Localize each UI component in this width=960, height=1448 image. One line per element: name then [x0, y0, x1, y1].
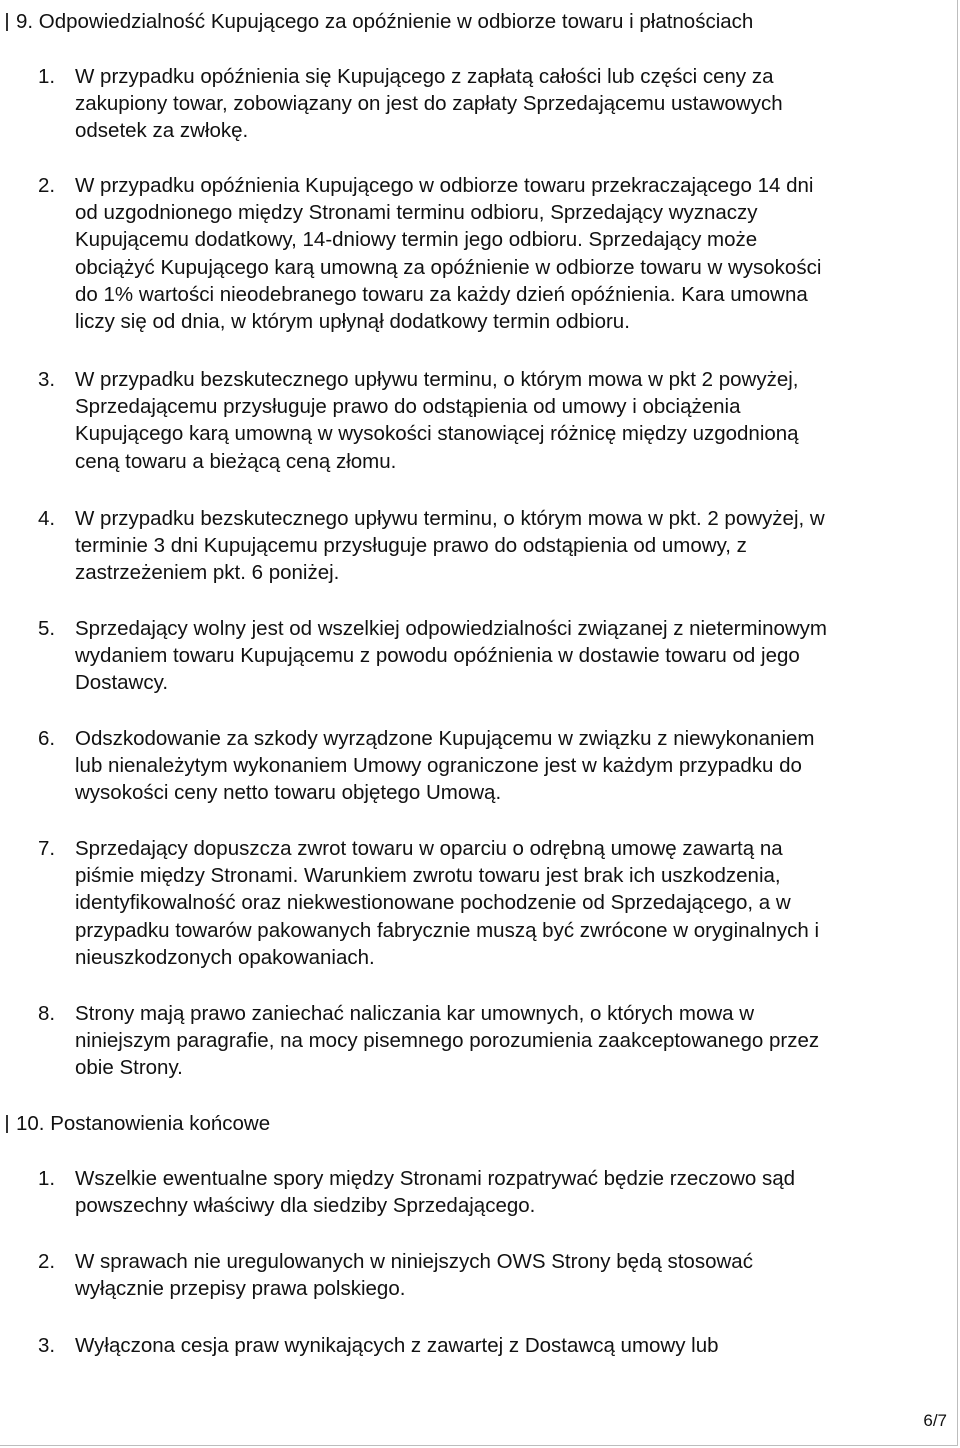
- item-text: [75, 615, 938, 697]
- text-line: zastrzeżeniem pkt. 6 poniżej.: [75, 561, 340, 585]
- section-marker: [6, 13, 8, 31]
- item-text: [75, 725, 938, 807]
- item-text: [75, 172, 938, 335]
- text-line: W przypadku bezskutecznego upływu terminu, o którym mowa w pkt. 2 powyżej, w: [75, 507, 825, 530]
- text-line: obciążyć Kupującego karą umowną za opóźnienie w odbiorze towaru w wysokości: [75, 255, 822, 279]
- item-number: 2.: [38, 174, 56, 197]
- item-number: 7.: [38, 837, 56, 860]
- item-number: 4.: [38, 507, 56, 530]
- text-line: nieuszkodzonych opakowaniach.: [75, 945, 375, 969]
- page-number: 6/7: [923, 1411, 947, 1430]
- item-number: 6.: [38, 727, 56, 750]
- list-item: [38, 172, 938, 335]
- item-text: [75, 1165, 938, 1219]
- item-text: [75, 505, 938, 587]
- item-text: [75, 1000, 938, 1082]
- text-line: liczy się od dnia, w którym upłynął dodatkowy termin odbioru.: [75, 310, 630, 334]
- text-line: odsetek za zwłokę.: [75, 119, 249, 143]
- text-line: wysokości ceny netto towaru objętego Umową.: [75, 781, 502, 805]
- list-item: [38, 835, 938, 971]
- text-line: Odszkodowanie za szkody wyrządzone Kupującemu w związku z niewykonaniem: [75, 727, 815, 750]
- item-number: 2.: [38, 1250, 56, 1273]
- text-line: Sprzedający wolny jest od wszelkiej odpowiedzialności związanej z nieterminowym: [75, 617, 828, 640]
- text-line: wyłącznie przepisy prawa polskiego.: [75, 1277, 406, 1301]
- item-text: [75, 1332, 938, 1359]
- section-heading-9: [0, 8, 753, 35]
- text-line: lub nienależytym wykonaniem Umowy ograniczone jest w każdym przypadku do: [75, 754, 802, 778]
- text-line: W sprawach nie uregulowanych w niniejszych OWS Strony będą stosować: [75, 1250, 753, 1273]
- text-line: piśmie między Stronami. Warunkiem zwrotu towaru jest brak ich uszkodzenia,: [75, 864, 781, 888]
- text-line: od uzgodnionego między Stronami terminu odbioru, Sprzedający wyznaczy: [75, 201, 758, 225]
- item-number: 8.: [38, 1002, 56, 1025]
- section-title: 10. Postanowienia końcowe: [16, 1112, 271, 1135]
- list-item: [38, 1248, 938, 1302]
- section-marker: [6, 1115, 8, 1133]
- item-number: 1.: [38, 65, 56, 88]
- list-item: [38, 1332, 938, 1359]
- text-line: Strony mają prawo zaniechać naliczania kar umownych, o których mowa w: [75, 1002, 755, 1025]
- list-item: [38, 63, 938, 145]
- text-line: Dostawcy.: [75, 671, 169, 695]
- text-line: przypadku towarów pakowanych fabrycznie muszą być zwrócone w oryginalnych i: [75, 918, 820, 942]
- text-line: Kupującemu dodatkowy, 14-dniowy termin jego odbioru. Sprzedający może: [75, 228, 758, 252]
- text-line: wydaniem towaru Kupującemu z powodu opóźnienia w dostawie towaru od jego: [75, 644, 800, 668]
- item-text: [75, 366, 938, 475]
- section-title: 9. Odpowiedzialność Kupującego za opóźnienie w odbiorze towaru i płatnościach: [16, 10, 754, 33]
- text-line: W przypadku opóźnienia się Kupującego z zapłatą całości lub części ceny za: [75, 65, 774, 88]
- text-line: Kupującego karą umowną w wysokości stanowiącej różnicę między uzgodnioną: [75, 422, 799, 446]
- section-heading-10: [0, 1110, 270, 1137]
- list-item: [38, 505, 938, 587]
- text-line: Sprzedający dopuszcza zwrot towaru w oparciu o odrębną umowę zawartą na: [75, 837, 783, 860]
- list-item: [38, 615, 938, 697]
- text-line: do 1% wartości nieodebranego towaru za każdy dzień opóźnienia. Kara umowna: [75, 282, 808, 306]
- list-item: [38, 1165, 938, 1219]
- item-text: [75, 835, 938, 971]
- text-line: powszechny właściwy dla siedziby Sprzedającego.: [75, 1194, 536, 1218]
- text-line: zakupiony towar, zobowiązany on jest do zapłaty Sprzedającemu ustawowych: [75, 92, 783, 116]
- item-number: 3.: [38, 1334, 56, 1357]
- item-number: 5.: [38, 617, 56, 640]
- text-line: identyfikowalność oraz niekwestionowane pochodzenie od Sprzedającego, a w: [75, 891, 791, 915]
- text-line: W przypadku opóźnienia Kupującego w odbiorze towaru przekraczającego 14 dni: [75, 174, 814, 197]
- text-line: Sprzedającemu przysługuje prawo do odstąpienia od umowy i obciążenia: [75, 395, 741, 419]
- text-line: ceną towaru a bieżącą ceną złomu.: [75, 449, 397, 473]
- item-number: 1.: [38, 1167, 56, 1190]
- list-item: [38, 366, 938, 475]
- text-line: niniejszym paragrafie, na mocy pisemnego porozumienia zaakceptowanego przez: [75, 1029, 820, 1053]
- list-item: [38, 725, 938, 807]
- list-item: [38, 1000, 938, 1082]
- item-text: [75, 63, 938, 145]
- item-text: [75, 1248, 938, 1302]
- text-line: terminie 3 dni Kupującemu przysługuje prawo do odstąpienia od umowy, z: [75, 534, 747, 558]
- text-line: W przypadku bezskutecznego upływu terminu, o którym mowa w pkt 2 powyżej,: [75, 368, 799, 391]
- text-line: Wszelkie ewentualne spory między Stronami rozpatrywać będzie rzeczowo sąd: [75, 1167, 796, 1190]
- text-line: obie Strony.: [75, 1056, 183, 1080]
- item-number: 3.: [38, 368, 56, 391]
- text-line: Wyłączona cesja praw wynikających z zawartej z Dostawcą umowy lub: [75, 1334, 719, 1357]
